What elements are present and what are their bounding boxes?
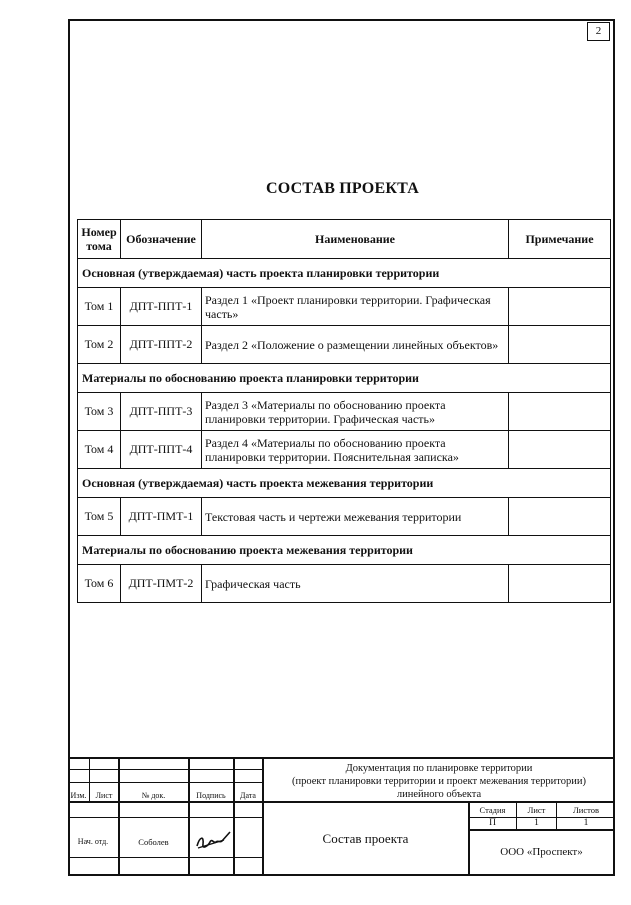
name-cell: Раздел 1 «Проект планировки территории. Графическая часть» [202, 288, 509, 326]
section-title: Основная (утверждаемая) часть проекта планировки территории [78, 259, 611, 288]
sheet-name: Состав проекта [322, 831, 409, 846]
header-name: Наименование [202, 220, 509, 259]
label-izm: Изм. [70, 791, 87, 800]
person-name: Соболев [138, 837, 169, 847]
sheet-value: 1 [534, 818, 539, 828]
table-row [78, 565, 611, 603]
designation-cell: ДПТ-ПМТ-1 [121, 498, 202, 536]
stage-value: П [489, 818, 496, 828]
label-list: Лист [95, 791, 113, 800]
designation-cell: ДПТ-ППТ-3 [121, 393, 202, 431]
name-cell: Графическая часть [202, 565, 509, 603]
note-cell [509, 431, 611, 469]
name-cell: Раздел 3 «Материалы по обоснованию проекта планировки территории. Графическая часть» [202, 393, 509, 431]
sheet-header: Лист [527, 805, 546, 815]
designation-cell: ДПТ-ППТ-2 [121, 326, 202, 364]
table-header-row [78, 220, 611, 259]
sheets-header: Листов [573, 805, 599, 815]
stamp-line [468, 829, 615, 831]
volume-cell: Том 6 [78, 565, 121, 603]
header-note: Примечание [509, 220, 611, 259]
volume-cell: Том 3 [78, 393, 121, 431]
section-title: Основная (утверждаемая) часть проекта межевания территории [78, 469, 611, 498]
name-cell: Раздел 2 «Положение о размещении линейных объектов» [202, 326, 509, 364]
stamp-line [233, 757, 235, 876]
section-title: Материалы по обоснованию проекта планировки территории [78, 364, 611, 393]
note-cell [509, 288, 611, 326]
table-row [78, 288, 611, 326]
header-volume-number: Номер тома [78, 220, 121, 259]
stamp-line [188, 757, 190, 876]
volume-cell: Том 5 [78, 498, 121, 536]
designation-cell: ДПТ-ППТ-1 [121, 288, 202, 326]
section-row [78, 364, 611, 393]
composition-table [77, 219, 611, 603]
label-date: Дата [240, 791, 256, 800]
designation-cell: ДПТ-ПМТ-2 [121, 565, 202, 603]
stage-header: Стадия [479, 805, 506, 815]
document-title: СОСТАВ ПРОЕКТА [266, 180, 419, 197]
table-row [78, 326, 611, 364]
volume-cell: Том 1 [78, 288, 121, 326]
table-row [78, 393, 611, 431]
section-row [78, 259, 611, 288]
name-cell: Текстовая часть и чертежи межевания территории [202, 498, 509, 536]
note-cell [509, 498, 611, 536]
volume-cell: Том 2 [78, 326, 121, 364]
stamp-line [68, 757, 615, 759]
designation-cell: ДПТ-ППТ-4 [121, 431, 202, 469]
name-cell: Раздел 4 «Материалы по обоснованию проекта планировки территории. Пояснительная записка» [202, 431, 509, 469]
stamp-document-title [263, 762, 615, 801]
section-row [78, 536, 611, 565]
note-cell [509, 326, 611, 364]
signature-mark [194, 828, 234, 854]
role-label: Нач. отд. [77, 837, 109, 846]
page-number: 2 [587, 22, 610, 41]
stamp-line [68, 801, 615, 803]
note-cell [509, 393, 611, 431]
table-row [78, 498, 611, 536]
stamp-document-line: Документация по планировке территории [345, 763, 533, 774]
label-doc-no: № док. [141, 791, 166, 800]
header-designation: Обозначение [121, 220, 202, 259]
sheets-value: 1 [583, 818, 589, 828]
stamp-line [118, 757, 120, 876]
table-row [78, 431, 611, 469]
organization-name: ООО «Проспект» [500, 846, 583, 858]
stamp-document-line: линейного объекта [396, 789, 482, 800]
section-row [78, 469, 611, 498]
note-cell [509, 565, 611, 603]
volume-cell: Том 4 [78, 431, 121, 469]
label-signature: Подпись [196, 791, 226, 800]
stamp-document-line: (проект планировки территории и проект межевания территории) [292, 776, 586, 787]
section-title: Материалы по обоснованию проекта межевания территории [78, 536, 611, 565]
